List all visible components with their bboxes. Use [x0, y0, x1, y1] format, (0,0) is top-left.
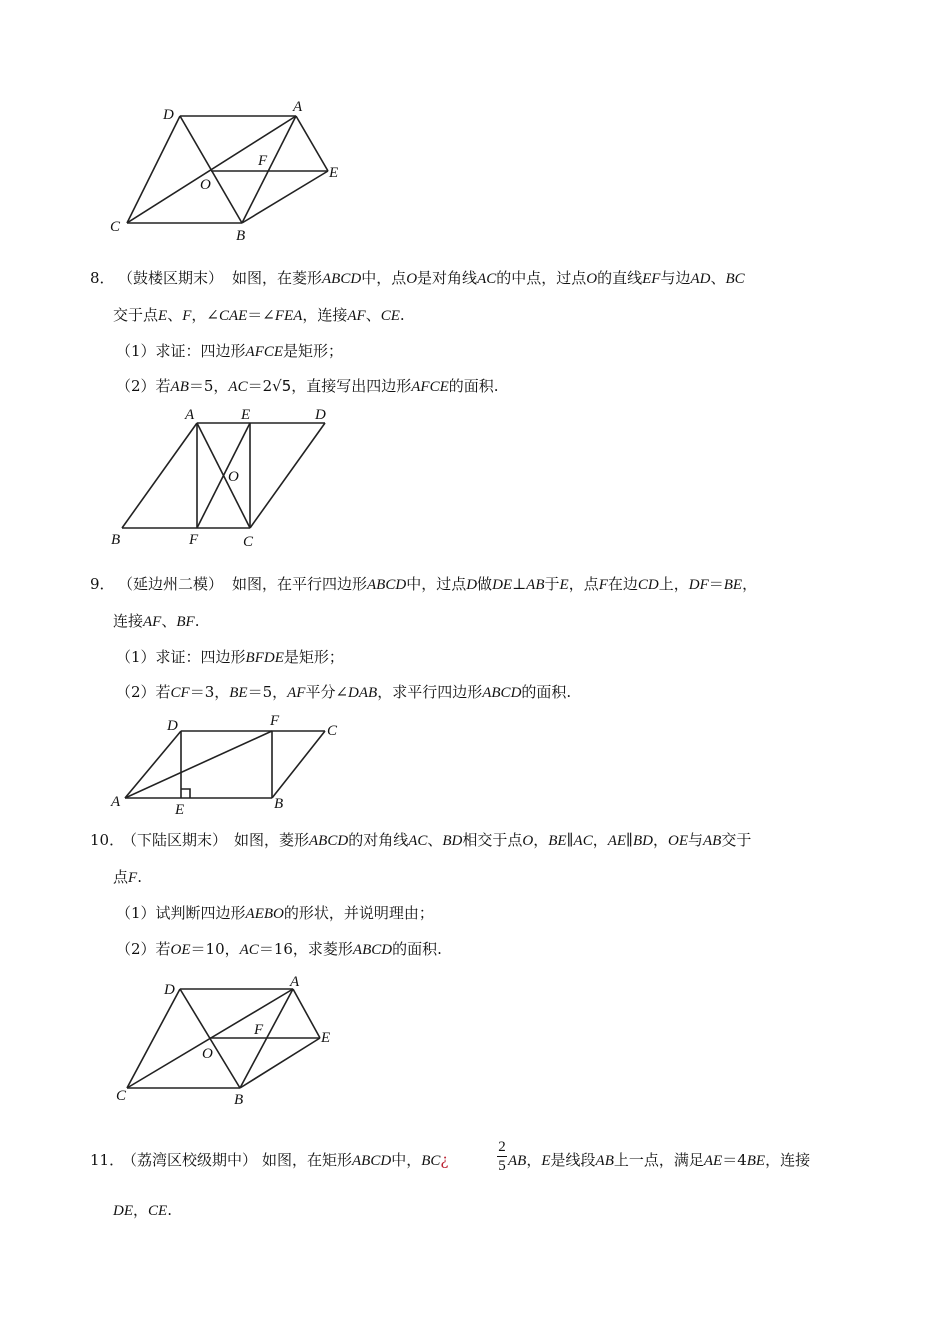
q11-text-a: 如图，在矩形ABCD中，BC¿: [262, 1151, 449, 1169]
seg-DB: [180, 116, 242, 223]
q8-source: （鼓楼区期末）: [118, 269, 224, 287]
q10-text: 如图，菱形ABCD的对角线AC、BD相交于点O，BE∥AC，AE∥BD，OE与AB交于: [234, 831, 752, 849]
label-C: C: [243, 534, 254, 550]
seg-AB: [122, 423, 197, 528]
fraction-two-fifths: 2 5: [498, 1139, 506, 1174]
figure-rhombus-1-svg: [100, 95, 360, 245]
q9-source: （延边州二模）: [118, 575, 224, 593]
label-C: C: [327, 723, 338, 739]
label-A: A: [293, 99, 303, 115]
label-D: D: [164, 982, 175, 998]
label-F: F: [254, 1022, 264, 1038]
label-D: D: [167, 718, 178, 734]
figure-rhombus-rectangle: [105, 402, 345, 552]
label-B: B: [111, 532, 121, 548]
q11-text-cont: DE，CE.: [113, 1201, 172, 1219]
label-B: B: [234, 1092, 244, 1108]
q11-number: 11．: [90, 1151, 125, 1169]
figure-parallelogram: [105, 710, 355, 820]
q10-number: 10．: [90, 831, 125, 849]
seg-AF: [125, 731, 272, 798]
label-F: F: [258, 153, 268, 169]
label-C: C: [110, 219, 121, 235]
seg-BE: [240, 1038, 320, 1088]
label-E: E: [175, 802, 185, 818]
label-A: A: [111, 794, 121, 810]
q10-text-cont: 点F.: [113, 868, 142, 886]
seg-DC: [250, 423, 325, 528]
label-F: F: [189, 532, 199, 548]
label-F: F: [270, 713, 280, 729]
label-O: O: [228, 469, 239, 485]
label-C: C: [116, 1088, 127, 1104]
seg-BC: [272, 731, 325, 798]
q8-text-cont: 交于点E、F，∠CAE＝∠FEA，连接AF、CE.: [113, 306, 405, 324]
label-E: E: [329, 165, 339, 181]
figure-rhombus-2: [106, 965, 356, 1115]
label-A: A: [185, 407, 195, 423]
q11-source: （荔湾区校级期中）: [122, 1151, 258, 1169]
figure-rhombus-2-svg: [106, 965, 356, 1115]
label-B: B: [236, 228, 246, 244]
q9-text: 如图，在平行四边形ABCD中，过点D做DE⊥AB于E，点F在边CD上，DF＝BE，: [232, 575, 758, 593]
seg-DC: [127, 989, 180, 1088]
label-B: B: [274, 796, 284, 812]
right-angle-mark: [181, 789, 190, 798]
label-E: E: [321, 1030, 331, 1046]
seg-AE: [293, 989, 320, 1038]
label-O: O: [202, 1046, 213, 1062]
q11-text-b: AB，E是线段AB上一点，满足AE＝4BE，连接: [508, 1151, 811, 1169]
figure-parallelogram-svg: [105, 710, 355, 820]
seg-AD: [125, 731, 181, 798]
q10-source: （下陆区期末）: [122, 831, 228, 849]
label-O: O: [200, 177, 211, 193]
figure-rhombus-1: [100, 95, 360, 245]
label-E: E: [241, 407, 251, 423]
q8-number: 8．: [90, 269, 115, 287]
q8-text: 如图，在菱形ABCD中，点O是对角线AC的中点，过点O的直线EF与边AD、BC: [232, 269, 745, 287]
label-D: D: [315, 407, 326, 423]
seg-AE: [296, 116, 328, 171]
q9-number: 9．: [90, 575, 115, 593]
label-D: D: [163, 107, 174, 123]
label-A: A: [290, 974, 300, 990]
figure-rhombus-rectangle-svg: [105, 402, 345, 552]
q9-text-cont: 连接AF、BF.: [113, 612, 200, 630]
